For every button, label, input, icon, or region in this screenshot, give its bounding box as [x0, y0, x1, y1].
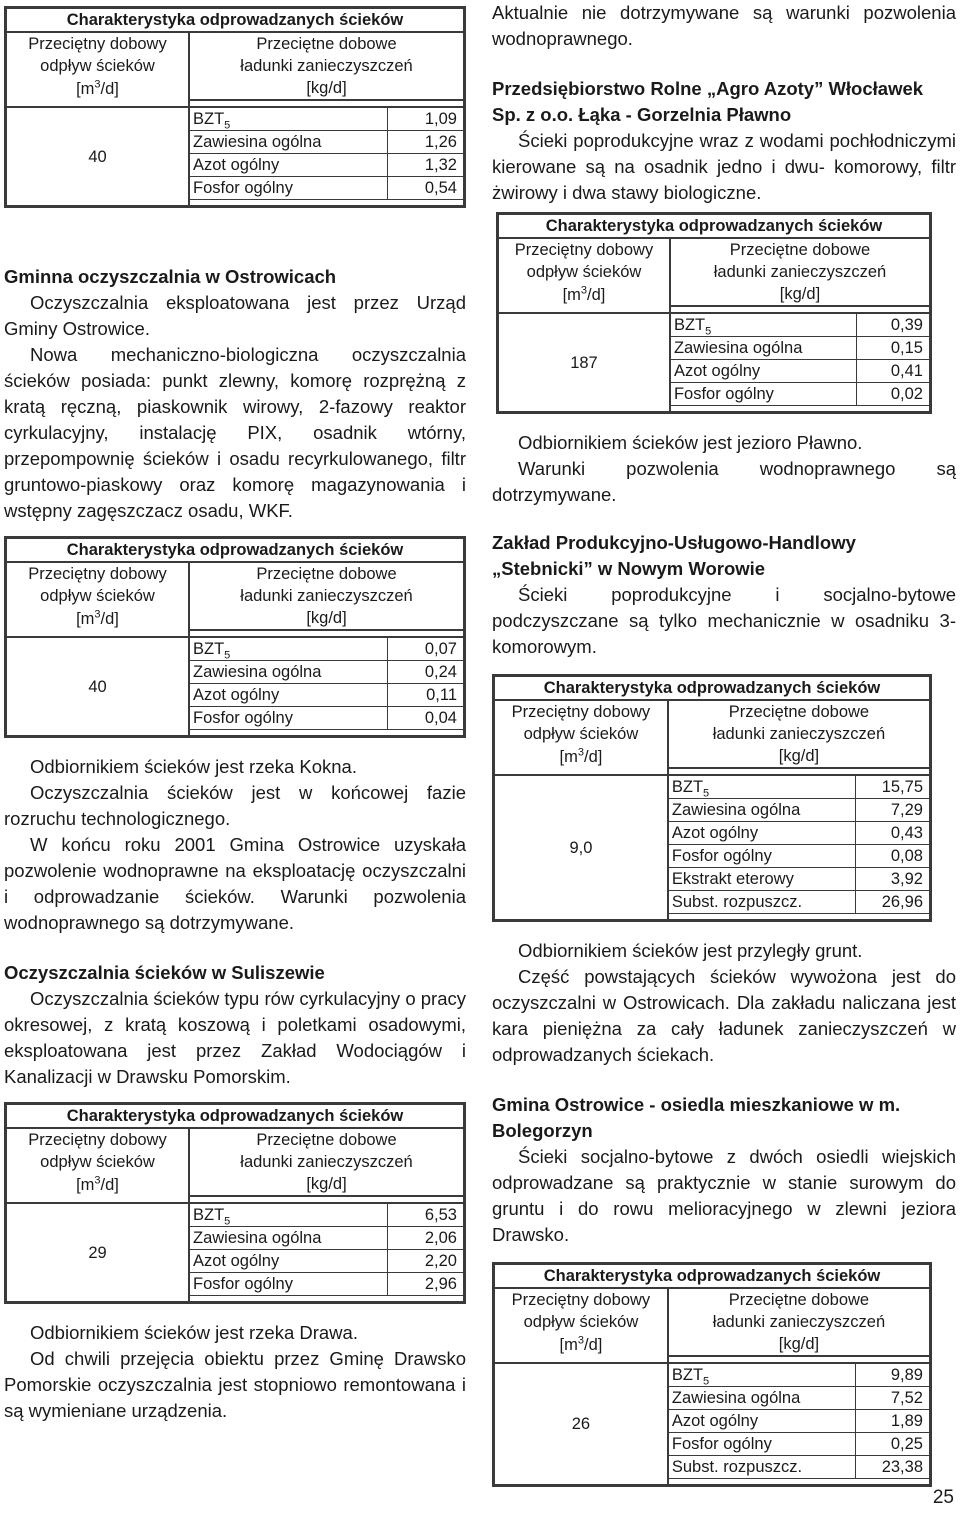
flow-unit [6, 1173, 189, 1196]
table-row [494, 775, 931, 799]
parameter-label: BZT [671, 1366, 704, 1384]
parameter-label: Zawiesina ogólna [673, 339, 803, 357]
flow-unit-b: /d] [587, 285, 606, 304]
paragraph: Aktualnie nie dotrzymywane są warunki pozwolenia wodnoprawnego. [492, 2, 956, 49]
parameter-subscript: 5 [703, 787, 710, 800]
load-header: ładunki zanieczyszczeń [240, 1153, 413, 1171]
parameter-name [189, 177, 387, 200]
load-header: ładunki zanieczyszczeń [240, 587, 413, 605]
parameter-subscript: 5 [705, 325, 712, 338]
paragraph: Nowa mechaniczno-biologiczna oczyszczalnia ścieków posiada: punkt zlewny, komorę rozprężną z kratą ręczną, piaskownik wirowy, 2-fazowy reaktor cyrkulacyjny, instalację PIX, osadnik wtórny, przepompownię ścieków i osadu recyrkulowanego, filtr gruntowo-piaskowy oraz komorę magazynowania i wstępny zagęszczacz osadu, WKF. [4, 344, 466, 521]
flow-unit-a: [m [76, 1175, 95, 1194]
flow-unit-a: [m [562, 285, 581, 304]
parameter-name [189, 107, 387, 131]
paragraph: Ścieki poprodukcyjne wraz z wodami pochłodniczymi kierowane są na osadnik jedno i dwu- komorowy, filtr żwirowy i dwa stawy biologiczne. [492, 130, 956, 203]
flow-value: 187 [498, 313, 670, 413]
flow-header: Przeciętny dobowy [494, 1288, 668, 1311]
parameter-value: 0,11 [387, 684, 464, 707]
flow-unit-exponent: 3 [94, 1174, 101, 1186]
flow-header: Przeciętny dobowy [6, 562, 189, 585]
parameter-label: BZT [192, 1206, 225, 1224]
paragraph: Oczyszczalnia ścieków typu rów cyrkulacyjny o pracy okresowej, z kratą koszową i poletkami osadowymi, eksploatowana jest przez Zakład Wodociągów i Kanalizacji w Drawsku Pomorskim. [4, 988, 466, 1087]
section-heading-bolegorzyn: Gmina Ostrowice - osiedla mieszkaniowe w m. Bolegorzyn [492, 1094, 901, 1141]
section-heading-stebnicki: Zakład Produkcyjno-Usługowo-Handlowy „Stebnicki” w Nowym Worowie [492, 532, 856, 579]
parameter-label: Zawiesina ogólna [192, 1229, 322, 1247]
flow-unit-a: [m [76, 609, 95, 628]
paragraph: Odbiornikiem ścieków jest przyległy grunt. [518, 940, 863, 961]
load-header: Przeciętne dobowe [728, 703, 870, 721]
flow-header: odpływ ścieków [494, 723, 668, 745]
wastewater-table [496, 212, 932, 414]
paragraph: Odbiornikiem ścieków jest rzeka Kokna. [30, 756, 357, 777]
load-unit: [kg/d] [778, 1335, 820, 1353]
flow-header: odpływ ścieków [6, 585, 189, 607]
parameter-value: 0,15 [856, 337, 930, 360]
parameter-name [189, 1227, 387, 1250]
flow-value: 26 [494, 1363, 668, 1486]
table-title: Charakterystyka odprowadzanych ścieków [494, 676, 931, 701]
flow-unit-b: /d] [583, 1335, 603, 1354]
parameter-label: Ekstrakt eterowy [671, 870, 794, 888]
parameter-subscript: 5 [224, 1215, 231, 1228]
table-row [494, 1363, 931, 1387]
table-title: Charakterystyka odprowadzanych ścieków [6, 8, 465, 33]
flow-unit [6, 77, 189, 100]
flow-unit-exponent: 3 [580, 284, 588, 296]
flow-unit [494, 745, 668, 768]
parameter-value: 1,26 [387, 131, 464, 154]
parameter-name [189, 1273, 387, 1296]
flow-header: Przeciętny dobowy [6, 32, 189, 55]
parameter-subscript: 5 [703, 1375, 710, 1388]
flow-header: Przeciętny dobowy [494, 700, 668, 723]
parameter-name [668, 868, 856, 891]
parameter-name [668, 1387, 856, 1410]
flow-header: Przeciętny dobowy [6, 1128, 189, 1151]
load-header: Przeciętne dobowe [728, 1291, 870, 1309]
paragraph: Odbiornikiem ścieków jest rzeka Drawa. [30, 1322, 358, 1343]
load-unit: [kg/d] [778, 747, 820, 765]
paragraph: Część powstających ścieków wywożona jest do oczyszczalni w Ostrowicach. Dla zakładu naliczana jest kara pieniężna za cały ładunek zanieczyszczeń w odprowadzanych ściekach. [492, 966, 956, 1065]
parameter-name [189, 1203, 387, 1227]
flow-value: 9,0 [494, 775, 668, 921]
flow-header: odpływ ścieków [494, 1311, 668, 1333]
parameter-name [668, 775, 856, 799]
parameter-value: 0,41 [856, 360, 930, 383]
flow-unit-b: /d] [100, 1175, 119, 1194]
parameter-label: BZT [192, 110, 225, 128]
load-unit: [kg/d] [306, 1175, 347, 1193]
paragraph: Ścieki socjalno-bytowe z dwóch osiedli wiejskich odprowadzane są praktycznie w stanie surowym do gruntu i do rowu melioracyjnego w zlewni jeziora Drawsko. [492, 1146, 956, 1245]
page-number: 25 [932, 1487, 954, 1508]
section-heading-agro-azoty: Przedsiębiorstwo Rolne „Agro Azoty” Włocławek Sp. z o.o. Łąka - Gorzelnia Pławno [492, 78, 924, 125]
parameter-label: BZT [671, 778, 704, 796]
parameter-name [189, 661, 387, 684]
parameter-value: 2,20 [387, 1250, 464, 1273]
parameter-label: Azot ogólny [192, 686, 280, 704]
parameter-label: Fosfor ogólny [192, 179, 293, 197]
flow-unit-a: [m [76, 79, 95, 98]
parameter-label: Azot ogólny [671, 824, 759, 842]
parameter-name [670, 383, 856, 406]
parameter-value: 0,04 [387, 707, 464, 730]
flow-unit-exponent: 3 [94, 78, 101, 90]
parameter-label: Zawiesina ogólna [192, 663, 322, 681]
table-title: Charakterystyka odprowadzanych ścieków [6, 538, 465, 563]
wastewater-table [4, 1102, 466, 1304]
flow-unit-a: [m [559, 1335, 578, 1354]
parameter-subscript: 5 [224, 649, 231, 662]
parameter-value: 23,38 [856, 1456, 931, 1479]
parameter-name [668, 799, 856, 822]
parameter-value: 2,06 [387, 1227, 464, 1250]
parameter-name [668, 1363, 856, 1387]
parameter-value: 0,54 [387, 177, 464, 200]
parameter-label: Fosfor ogólny [671, 847, 772, 865]
parameter-value: 7,52 [856, 1387, 931, 1410]
parameter-label: Zawiesina ogólna [671, 1389, 801, 1407]
flow-value: 40 [6, 107, 189, 207]
parameter-label: Fosfor ogólny [673, 385, 774, 403]
parameter-value: 7,29 [856, 799, 931, 822]
load-unit: [kg/d] [306, 609, 347, 627]
section-heading-ostrowice: Gminna oczyszczalnia w Ostrowicach [4, 266, 337, 287]
table-title: Charakterystyka odprowadzanych ścieków [494, 1264, 931, 1289]
parameter-value: 15,75 [856, 775, 931, 799]
parameter-value: 1,89 [856, 1410, 931, 1433]
flow-unit-b: /d] [583, 747, 603, 766]
parameter-name [670, 360, 856, 383]
parameter-name [189, 1250, 387, 1273]
parameter-label: Zawiesina ogólna [192, 133, 322, 151]
wastewater-table [4, 6, 466, 208]
parameter-value: 0,25 [856, 1433, 931, 1456]
parameter-name [189, 131, 387, 154]
load-unit: [kg/d] [779, 285, 821, 303]
parameter-name [668, 891, 856, 914]
flow-unit [498, 283, 670, 306]
flow-header: odpływ ścieków [498, 261, 670, 283]
parameter-label: Subst. rozpuszcz. [671, 1458, 803, 1476]
parameter-label: Azot ogólny [671, 1412, 759, 1430]
parameter-value: 0,02 [856, 383, 930, 406]
parameter-label: Subst. rozpuszcz. [671, 893, 803, 911]
flow-unit-b: /d] [100, 609, 119, 628]
table-row [6, 1203, 465, 1227]
left-column [4, 0, 466, 1424]
flow-unit-exponent: 3 [577, 746, 584, 758]
wastewater-table [4, 536, 466, 738]
paragraph: Oczyszczalnia ścieków jest w końcowej fazie rozruchu technologicznego. [4, 782, 466, 829]
parameter-name [668, 822, 856, 845]
load-unit: [kg/d] [306, 79, 347, 97]
parameter-name [670, 337, 856, 360]
load-header: Przeciętne dobowe [256, 1131, 397, 1149]
table-title: Charakterystyka odprowadzanych ścieków [6, 1104, 465, 1129]
flow-header: Przeciętny dobowy [498, 238, 670, 261]
table-row [6, 107, 465, 131]
load-header: Przeciętne dobowe [256, 565, 397, 583]
parameter-value: 6,53 [387, 1203, 464, 1227]
load-header: ładunki zanieczyszczeń [712, 1313, 886, 1331]
parameter-value: 0,08 [856, 845, 931, 868]
parameter-name [668, 845, 856, 868]
table-row [6, 637, 465, 661]
flow-unit [6, 607, 189, 630]
right-column [492, 0, 956, 1487]
flow-header: odpływ ścieków [6, 1151, 189, 1173]
parameter-name [668, 1433, 856, 1456]
parameter-subscript: 5 [224, 119, 231, 132]
parameter-label: Fosfor ogólny [671, 1435, 772, 1453]
parameter-value: 0,43 [856, 822, 931, 845]
load-header: Przeciętne dobowe [256, 35, 397, 53]
parameter-label: Zawiesina ogólna [671, 801, 801, 819]
wastewater-table [492, 674, 932, 922]
parameter-name [189, 637, 387, 661]
parameter-name [189, 684, 387, 707]
paragraph: Ścieki poprodukcyjne i socjalno-bytowe podczyszczane są tylko mechanicznie w osadniku 3- komorowym. [492, 584, 956, 657]
parameter-value: 1,09 [387, 107, 464, 131]
flow-unit [494, 1333, 668, 1356]
parameter-value: 2,96 [387, 1273, 464, 1296]
paragraph: Warunki pozwolenia wodnoprawnego są dotrzymywane. [492, 458, 956, 505]
parameter-label: Fosfor ogólny [192, 1275, 293, 1293]
parameter-value: 0,24 [387, 661, 464, 684]
flow-unit-a: [m [559, 747, 578, 766]
parameter-value: 1,32 [387, 154, 464, 177]
table-row [498, 313, 931, 337]
parameter-value: 26,96 [856, 891, 931, 914]
parameter-name [668, 1410, 856, 1433]
flow-unit-b: /d] [100, 79, 119, 98]
flow-unit-exponent: 3 [577, 1334, 584, 1346]
parameter-label: Azot ogólny [673, 362, 761, 380]
table-title: Charakterystyka odprowadzanych ścieków [498, 214, 931, 239]
flow-value: 29 [6, 1203, 189, 1303]
parameter-value: 3,92 [856, 868, 931, 891]
load-header: ładunki zanieczyszczeń [713, 263, 887, 281]
paragraph: W końcu roku 2001 Gmina Ostrowice uzyskała pozwolenie wodnoprawne na eksploatację oczyszczalni i odprowadzanie ścieków. Warunki pozwolenia wodnoprawnego są dotrzymywane. [4, 834, 466, 933]
flow-unit-exponent: 3 [94, 608, 101, 620]
parameter-name [189, 707, 387, 730]
parameter-label: Azot ogólny [192, 1252, 280, 1270]
parameter-label: BZT [673, 316, 706, 334]
parameter-name [189, 154, 387, 177]
load-header: Przeciętne dobowe [729, 241, 871, 259]
parameter-value: 0,07 [387, 637, 464, 661]
parameter-label: Fosfor ogólny [192, 709, 293, 727]
flow-value: 40 [6, 637, 189, 737]
load-header: ładunki zanieczyszczeń [240, 57, 413, 75]
parameter-name [670, 313, 856, 337]
load-header: ładunki zanieczyszczeń [712, 725, 886, 743]
wastewater-table [492, 1262, 932, 1487]
parameter-label: BZT [192, 640, 225, 658]
parameter-value: 9,89 [856, 1363, 931, 1387]
flow-header: odpływ ścieków [6, 55, 189, 77]
paragraph: Od chwili przejęcia obiektu przez Gminę Drawsko Pomorskie oczyszczalnia jest stopniowo remontowana i są wymieniane urządzenia. [4, 1348, 466, 1421]
parameter-label: Azot ogólny [192, 156, 280, 174]
section-heading-suliszewo: Oczyszczalnia ścieków w Suliszewie [4, 962, 325, 983]
paragraph: Oczyszczalnia eksploatowana jest przez Urząd Gminy Ostrowice. [4, 292, 466, 339]
parameter-name [668, 1456, 856, 1479]
parameter-value: 0,39 [856, 313, 930, 337]
paragraph: Odbiornikiem ścieków jest jezioro Pławno. [518, 432, 863, 453]
